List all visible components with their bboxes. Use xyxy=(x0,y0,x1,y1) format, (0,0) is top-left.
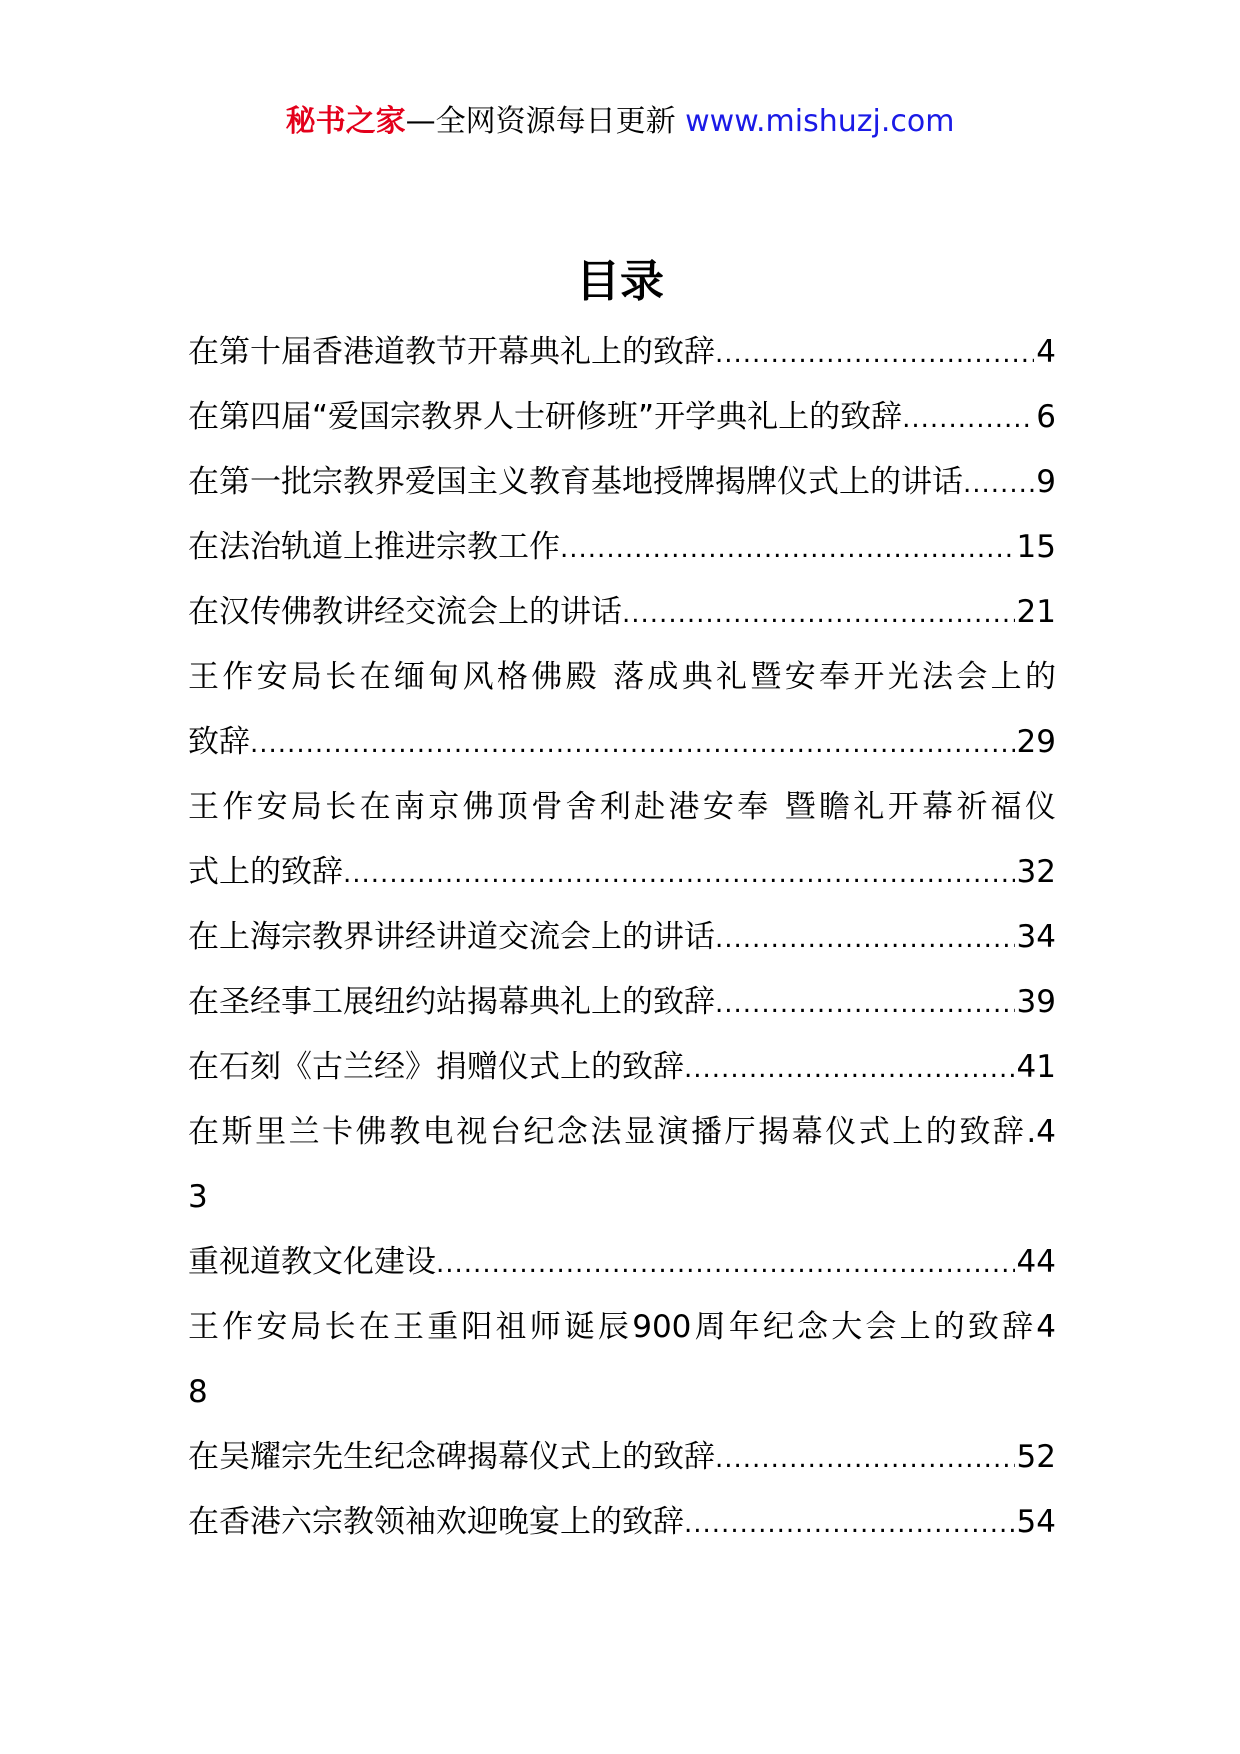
dot-leader xyxy=(684,1037,1015,1100)
site-header xyxy=(0,102,1240,142)
toc-entry-title: 在上海宗教界讲经讲道交流会上的讲话 xyxy=(188,919,715,955)
dot-leader xyxy=(343,842,1015,905)
site-url-link[interactable]: www.mishuzj.com xyxy=(685,104,955,139)
toc-entry-title: 王作安局长在南京佛顶骨舍利赴港安奉 暨瞻礼开幕祈福仪 xyxy=(188,789,1056,825)
toc-entry[interactable] xyxy=(188,1295,1056,1425)
table-of-contents xyxy=(188,320,1056,1555)
toc-entry-title: 在吴耀宗先生纪念碑揭幕仪式上的致辞 xyxy=(188,1439,715,1475)
toc-entry[interactable] xyxy=(188,385,1056,450)
dot-leader xyxy=(622,582,1015,645)
site-tagline: —全网资源每日更新 xyxy=(405,104,686,139)
toc-entry[interactable] xyxy=(188,970,1056,1035)
dot-leader xyxy=(715,322,1034,385)
toc-entry-title: 在斯里兰卡佛教电视台纪念法显演播厅揭幕仪式上的致辞.4 xyxy=(188,1114,1056,1150)
toc-entry[interactable] xyxy=(188,645,1056,775)
toc-entry[interactable] xyxy=(188,905,1056,970)
site-brand: 秘书之家 xyxy=(285,104,406,139)
toc-entry[interactable] xyxy=(188,515,1056,580)
toc-entry-page: 41 xyxy=(1016,1049,1056,1085)
toc-entry-page: 34 xyxy=(1016,919,1056,955)
toc-entry-title: 王作安局长在王重阳祖师诞辰900周年纪念大会上的致辞4 xyxy=(188,1309,1056,1345)
dot-leader xyxy=(715,1427,1015,1490)
dot-leader xyxy=(715,907,1015,970)
dot-leader xyxy=(902,387,1034,450)
toc-entry[interactable] xyxy=(188,1100,1056,1230)
dot-leader xyxy=(560,517,1015,580)
toc-entry-page: 54 xyxy=(1016,1504,1056,1540)
toc-entry-title-cont: 式上的致辞 xyxy=(188,854,343,890)
dot-leader xyxy=(436,1232,1015,1295)
toc-entry-title-cont: 8 xyxy=(188,1374,208,1410)
toc-entry-page: 32 xyxy=(1016,854,1056,890)
toc-entry-page: 6 xyxy=(1036,399,1056,435)
toc-entry[interactable] xyxy=(188,1035,1056,1100)
toc-entry-title-cont: 致辞 xyxy=(188,724,250,760)
dot-leader xyxy=(250,712,1015,775)
toc-entry-page: 39 xyxy=(1016,984,1056,1020)
toc-entry[interactable] xyxy=(188,1490,1056,1555)
toc-entry-page: 21 xyxy=(1016,594,1056,630)
toc-entry-title-cont: 3 xyxy=(188,1179,208,1215)
toc-entry[interactable] xyxy=(188,775,1056,905)
toc-entry-page: 29 xyxy=(1016,724,1056,760)
dot-leader xyxy=(684,1492,1015,1555)
toc-title: 目录 xyxy=(576,256,664,307)
toc-entry-title: 王作安局长在缅甸风格佛殿 落成典礼暨安奉开光法会上的 xyxy=(188,659,1056,695)
toc-entry[interactable] xyxy=(188,320,1056,385)
toc-entry-title: 在第十届香港道教节开幕典礼上的致辞 xyxy=(188,334,715,370)
dot-leader xyxy=(715,972,1015,1035)
toc-entry-page: 15 xyxy=(1016,529,1056,565)
dot-leader xyxy=(963,452,1034,515)
toc-entry-title: 在第四届“爱国宗教界人士研修班”开学典礼上的致辞 xyxy=(188,399,903,435)
toc-entry-title: 在香港六宗教领袖欢迎晚宴上的致辞 xyxy=(188,1504,684,1540)
toc-entry[interactable] xyxy=(188,1230,1056,1295)
toc-entry-title: 在第一批宗教界爱国主义教育基地授牌揭牌仪式上的讲话 xyxy=(188,464,963,500)
toc-entry-title: 在石刻《古兰经》捐赠仪式上的致辞 xyxy=(188,1049,684,1085)
toc-entry-page: 4 xyxy=(1036,334,1056,370)
toc-entry[interactable] xyxy=(188,450,1056,515)
toc-entry-title: 在法治轨道上推进宗教工作 xyxy=(188,529,560,565)
toc-entry-title: 重视道教文化建设 xyxy=(188,1244,436,1280)
toc-entry-title: 在圣经事工展纽约站揭幕典礼上的致辞 xyxy=(188,984,715,1020)
toc-entry-page: 52 xyxy=(1016,1439,1056,1475)
toc-entry-page: 44 xyxy=(1016,1244,1056,1280)
toc-entry[interactable] xyxy=(188,580,1056,645)
toc-entry-title: 在汉传佛教讲经交流会上的讲话 xyxy=(188,594,622,630)
toc-entry[interactable] xyxy=(188,1425,1056,1490)
toc-entry-page: 9 xyxy=(1036,464,1056,500)
